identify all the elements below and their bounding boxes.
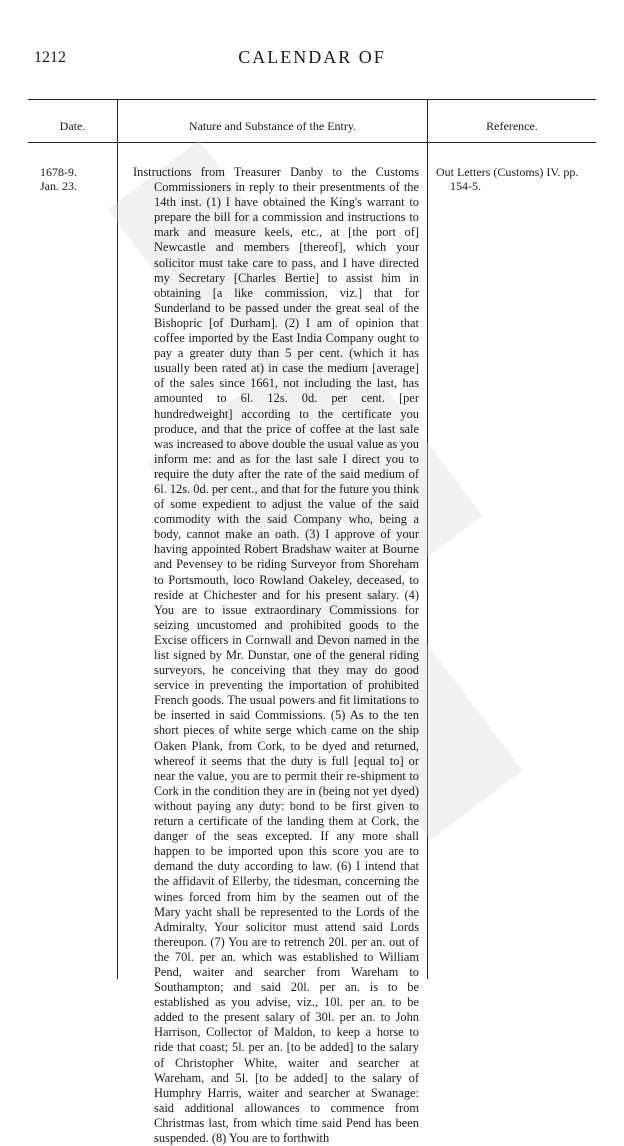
entry-day: Jan. 23. <box>40 179 77 193</box>
entry-paragraph: Instructions from Treasurer Danby to the Customs Commissioners in reply to their presentments of the 14th inst. (1) I have obtained the King's warrant to prepare the bill for a commission and instructions to mark and measure keels, etc., at [the port of] Newcastle and members [thereof], which your solicitor must take care to pass, and I have directed my Secretary [Charles Bertie] to assist him in obtaining [a like commission, viz.] that for Sunderland to be passed under the great seal of the Bishopric [of Durham]. (2) I am of opinion that coffee imported by the East India Company ought to pay a greater duty than 5 per cent. (which it has usually been rated at) in case the medium [average] of the sales since 1661, not including the last, has amounted to 6l. 12s. 0d. per cent. [per hundredweight] according to the certificate you produce, and that the price of coffee at the last sale was increased to above double the usual value as you inform me: and as for the last sale I direct you to require the duty after the rate of the said medium of 6l. 12s. 0d. per cent., and that for the future you think of some expedient to adjust the value of the said commodity with the said Company who, being a body, cannot make an oath. (3) I approve of your having appointed Robert Bradshaw waiter at Bourne and Pevensey to be riding Surveyor from Shoreham to Portsmouth, loco Rowland Oakeley, deceased, to reside at Chichester and for his present salary. (4) You are to issue extraordinary Commissions for seizing uncustomed and prohibited goods to the Excise officers in Cornwall and Devon named in the list signed by Mr. Dunstar, one of the general riding surveyors, he conceiving that they may do good service in preventing the importation of prohibited French goods. The usual powers and fit limitations to be inserted in said Commissions. (5) As to the ten short pieces of white serge which came on the ship Oaken Plank, from Cork, to be dyed and returned, whereof it seems that the duty is full [equal to] or near the value, you are to permit their re-shipment to Cork in the condition they are in (being not yet dyed) without paying any duty: bond to be first given to return a certificate of the landing them at Cork, the danger of the seas excepted. If any more shall happen to be imported upon this score you are to demand the duty according to law. (6) I intend that the affidavit of Ellerby, the tidesman, concerning the wines forced from him by the seamen out of the Mary yacht shall be represented to the Lords of the Admiralty. Your solicitor must attend said Lords thereupon. (7) You are to retrench 20l. per an. out of the 70l. per an. which was established to William Pend, waiter and searcher from Wareham to Southampton; and said 20l. per an. is to be established as you advise, viz., 10l. per an. to be added to the present salary of 30l. per an. to John Harrison, Collector of Maldon, to keep a horse to ride that coast; 5l. per an. [to be added] to the salary of Christopher White, waiter and searcher at Wareham, and 5l. [to be added] to the salary of Humphry Harris, waiter and searcher at Swanage: said additional allowances to commence from Christmas last, from which time said Pend has been suspended. (8) You are to forthwith <box>133 165 419 1145</box>
running-head: CALENDAR OF <box>238 47 386 67</box>
column-divider-left <box>117 99 118 979</box>
entry-reference <box>436 165 602 193</box>
page-number: 1212 <box>34 49 66 66</box>
column-header-date: Date. <box>59 119 86 133</box>
entry-date <box>40 165 110 193</box>
header-bottom-rule <box>28 142 596 143</box>
column-header-nature: Nature and Substance of the Entry. <box>188 119 357 133</box>
entry-text <box>133 165 419 1146</box>
reference-text: Out Letters (Customs) IV. pp. 154-5. <box>436 165 579 193</box>
entry-year: 1678-9. <box>40 165 77 179</box>
column-header-reference: Reference. <box>486 119 538 133</box>
top-rule <box>28 99 596 100</box>
